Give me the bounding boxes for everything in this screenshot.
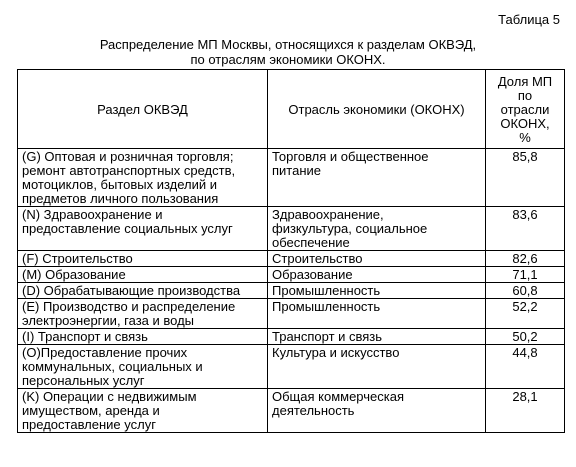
cell-industry-text: Образование bbox=[272, 267, 353, 282]
cell-section bbox=[18, 329, 268, 345]
cell-share: 60,8 bbox=[486, 283, 565, 299]
cell-section-text: (N) Здравоохранение и предоставление социальных услуг bbox=[22, 207, 233, 236]
cell-industry bbox=[268, 251, 486, 267]
cell-industry-text: Здравоохранение, физкультура, социальное обеспечение bbox=[272, 207, 428, 250]
cell-share: 85,8 bbox=[486, 149, 565, 207]
cell-section bbox=[18, 283, 268, 299]
cell-section bbox=[18, 389, 268, 433]
header-industry: Отрасль экономики (ОКОНХ) bbox=[268, 70, 486, 149]
cell-industry bbox=[268, 207, 486, 251]
cell-industry bbox=[268, 345, 486, 389]
cell-share: 44,8 bbox=[486, 345, 565, 389]
table-row bbox=[18, 149, 565, 207]
table-row bbox=[18, 251, 565, 267]
cell-section-text: (I) Транспорт и связь bbox=[22, 329, 148, 344]
cell-industry bbox=[268, 329, 486, 345]
cell-share: 50,2 bbox=[486, 329, 565, 345]
cell-section bbox=[18, 207, 268, 251]
table-caption bbox=[0, 37, 576, 67]
cell-industry bbox=[268, 389, 486, 433]
cell-section-text: (D) Обрабатывающие производства bbox=[22, 283, 241, 298]
cell-section bbox=[18, 267, 268, 283]
cell-industry-text: Строительство bbox=[272, 251, 363, 266]
cell-section-text: (O)Предоставление прочих коммунальных, социальных и персональных услуг bbox=[22, 345, 203, 388]
cell-industry-text: Культура и искусство bbox=[272, 345, 400, 360]
table-row bbox=[18, 299, 565, 329]
table-row bbox=[18, 267, 565, 283]
caption-line-1: Распределение МП Москвы, относящихся к разделам ОКВЭД, bbox=[99, 37, 477, 52]
table-header-row bbox=[18, 70, 565, 149]
cell-industry-text: Общая коммерческая деятельность bbox=[272, 389, 404, 418]
cell-section-text: (E) Производство и распределение электроэнергии, газа и воды bbox=[22, 299, 236, 328]
header-section: Раздел ОКВЭД bbox=[18, 70, 268, 149]
table-row bbox=[18, 283, 565, 299]
cell-share: 71,1 bbox=[486, 267, 565, 283]
cell-industry-text: Промышленность bbox=[272, 299, 381, 314]
cell-section-text: (M) Образование bbox=[22, 267, 126, 282]
cell-section bbox=[18, 251, 268, 267]
cell-share: 83,6 bbox=[486, 207, 565, 251]
cell-section bbox=[18, 299, 268, 329]
cell-industry bbox=[268, 149, 486, 207]
cell-industry-text: Транспорт и связь bbox=[272, 329, 383, 344]
cell-share: 28,1 bbox=[486, 389, 565, 433]
table-row bbox=[18, 345, 565, 389]
cell-share: 52,2 bbox=[486, 299, 565, 329]
cell-section-text: (K) Операции с недвижимым имуществом, аренда и предоставление услуг bbox=[22, 389, 197, 432]
cell-industry-text: Торговля и общественное питание bbox=[272, 149, 429, 178]
cell-section bbox=[18, 149, 268, 207]
cell-section-text: (G) Оптовая и розничная торговля; ремонт автотранспортных средств, мотоциклов, бытовых изделий и предметов личного пользования bbox=[22, 149, 236, 206]
table-row bbox=[18, 207, 565, 251]
distribution-table bbox=[17, 69, 565, 433]
table-row bbox=[18, 389, 565, 433]
cell-industry bbox=[268, 283, 486, 299]
header-share bbox=[486, 70, 565, 149]
cell-section bbox=[18, 345, 268, 389]
cell-industry-text: Промышленность bbox=[272, 283, 381, 298]
table-row bbox=[18, 329, 565, 345]
caption-line-2: по отраслям экономики ОКОНХ. bbox=[190, 52, 386, 67]
cell-share: 82,6 bbox=[486, 251, 565, 267]
table-number-label: Таблица 5 bbox=[498, 12, 560, 27]
cell-industry bbox=[268, 299, 486, 329]
cell-section-text: (F) Строительство bbox=[22, 251, 133, 266]
header-share-text: Доля МП по отрасли ОКОНХ, % bbox=[497, 73, 553, 145]
cell-industry bbox=[268, 267, 486, 283]
